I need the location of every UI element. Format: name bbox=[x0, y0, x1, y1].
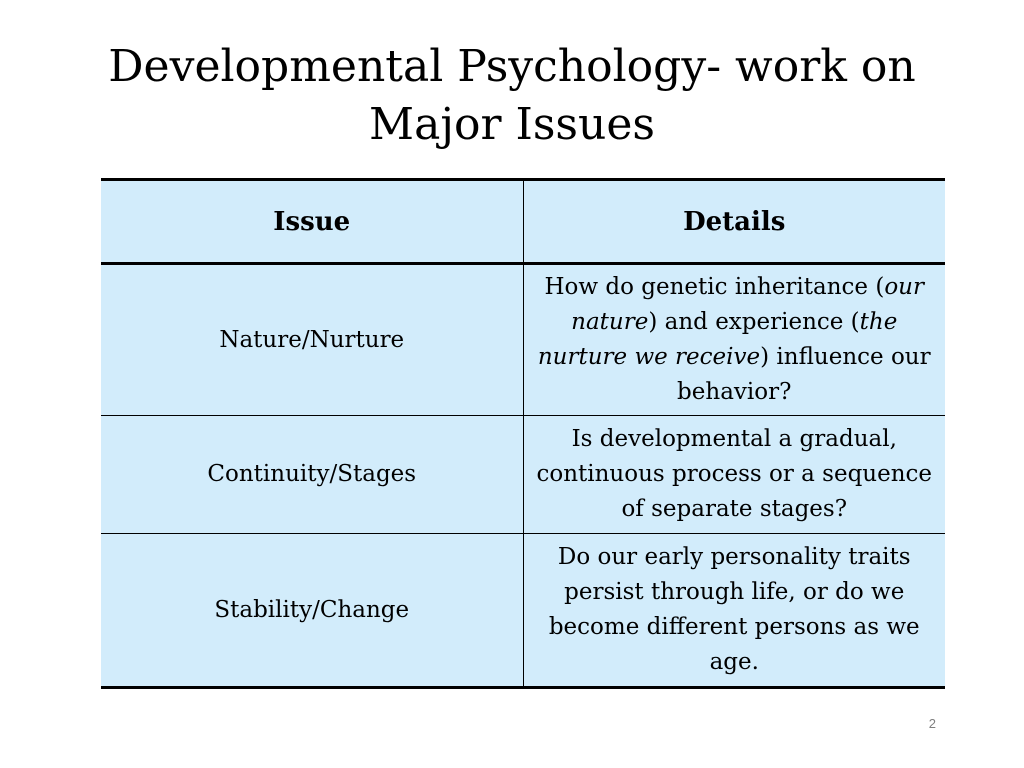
details-text-part: ) and experience ( bbox=[648, 309, 860, 335]
slide-title-line-1: Developmental Psychology- work on bbox=[108, 41, 916, 92]
details-text-part: How do genetic inheritance ( bbox=[544, 274, 885, 300]
column-header-details: Details bbox=[523, 180, 945, 264]
details-cell: Do our early personality traits persist through life, or do we become different persons as we age. bbox=[523, 534, 945, 688]
details-italic-nurture: the nurture we receive bbox=[537, 309, 898, 370]
table-row bbox=[101, 264, 945, 416]
details-text-part: ) influence our behavior? bbox=[677, 344, 931, 405]
details-text bbox=[534, 270, 936, 410]
page-number: 2 bbox=[928, 716, 936, 731]
table-row bbox=[101, 416, 945, 534]
slide-title-line-2: Major Issues bbox=[369, 99, 655, 150]
details-italic-our-nature: our nature bbox=[571, 274, 924, 335]
slide-title bbox=[60, 38, 964, 154]
issues-table bbox=[101, 178, 945, 689]
issue-cell: Nature/Nurture bbox=[101, 264, 523, 416]
column-header-issue: Issue bbox=[101, 180, 523, 264]
issue-cell: Continuity/Stages bbox=[101, 416, 523, 534]
issue-cell: Stability/Change bbox=[101, 534, 523, 688]
details-cell: Is developmental a gradual, continuous process or a sequence of separate stages? bbox=[523, 416, 945, 534]
details-cell bbox=[523, 264, 945, 416]
issues-table-container bbox=[101, 178, 945, 686]
table-row bbox=[101, 534, 945, 688]
table-header-row bbox=[101, 180, 945, 264]
